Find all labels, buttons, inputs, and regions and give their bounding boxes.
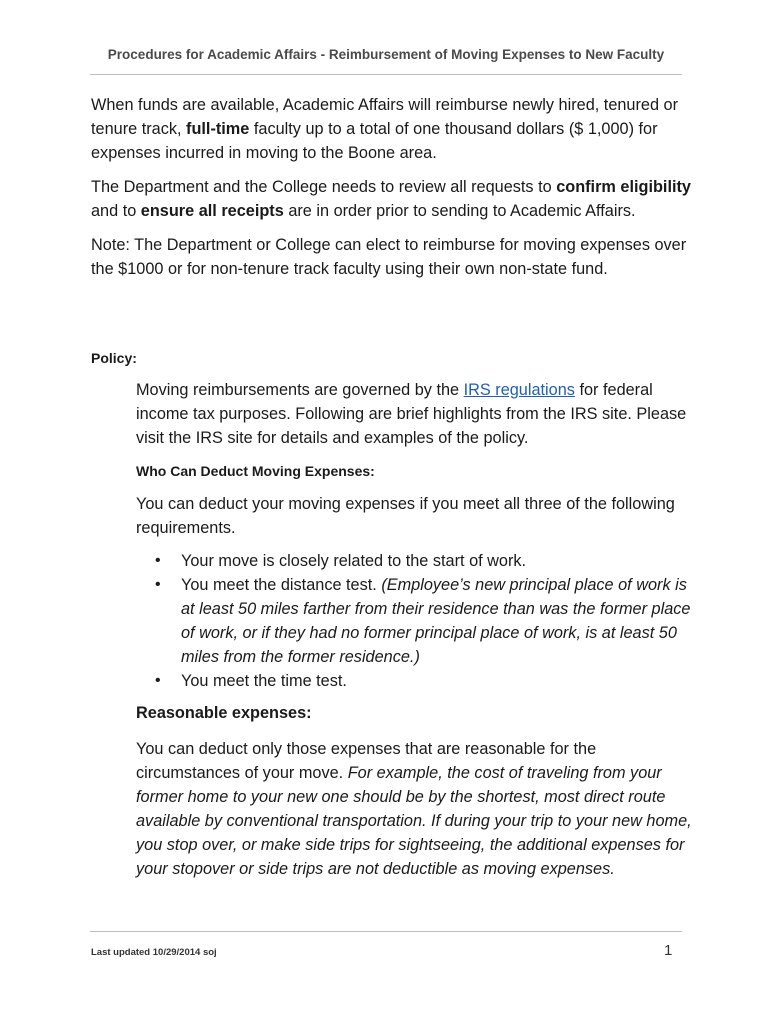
distance-test-detail: (Employee’s new principal place of work is at least 50 miles farther from their residence than was the former place of work, or if they had no former principal place of work, is at least 50 miles from the former residence.) bbox=[181, 576, 691, 666]
intro-p1-text-b: faculty up to a total of one thousand dollars ($ 1,000) for expenses incurred in moving to the Boone area. bbox=[91, 120, 658, 162]
intro-paragraph-review bbox=[91, 175, 691, 223]
intro-section bbox=[91, 93, 691, 291]
requirements-list bbox=[136, 549, 696, 693]
last-updated-note: Last updated 10/29/2014 soj bbox=[91, 947, 217, 958]
reasonable-expenses-text bbox=[136, 737, 696, 881]
who-can-deduct-text: You can deduct your moving expenses if you meet all three of the following requirements. bbox=[136, 495, 675, 537]
irs-regulations-link[interactable]: IRS regulations bbox=[463, 381, 575, 399]
confirm-eligibility-emphasis: confirm eligibility bbox=[556, 178, 691, 196]
intro-p1-text-a: When funds are available, Academic Affairs will reimburse newly hired, tenured or tenure track, bbox=[91, 96, 679, 138]
ensure-receipts-emphasis: ensure all receipts bbox=[140, 202, 284, 220]
page-header-title: Procedures for Academic Affairs - Reimbursement of Moving Expenses to New Faculty bbox=[107, 47, 665, 62]
list-item bbox=[181, 573, 696, 669]
policy-p1-text-a: Moving reimbursements are governed by the bbox=[136, 381, 464, 399]
intro-paragraph-funds bbox=[91, 93, 691, 165]
reasonable-example: For example, the cost of traveling from your former home to your new one should be by the shortest, most direct route available by conventional transportation. If during your trip to your new home, you stop over, or make side trips for sightseeing, the additional expenses for your stopover or side trips are not deductible as moving expenses. bbox=[136, 764, 692, 878]
policy-section bbox=[136, 378, 696, 890]
list-item: • You meet the time test. bbox=[181, 669, 696, 693]
list-item: • Your move is closely related to the start of work. bbox=[181, 549, 696, 573]
distance-test-label: You meet the distance test. bbox=[181, 576, 382, 594]
who-can-deduct-heading: Who Can Deduct Moving Expenses: bbox=[136, 463, 375, 479]
policy-p1-text-b: for federal income tax purposes. Following are brief highlights from the IRS site. Please visit the IRS site for details and examples of the policy. bbox=[136, 381, 687, 447]
footer-divider bbox=[90, 931, 682, 932]
page-number: 1 bbox=[664, 942, 673, 959]
reasonable-text-a: You can deduct only those expenses that are reasonable for the circumstances of your move. bbox=[136, 740, 597, 782]
intro-paragraph-note: Note: The Department or College can elect to reimburse for moving expenses over the $1000 or for non-tenure track faculty using their own non-state fund. bbox=[91, 236, 687, 278]
intro-p2-text-c: are in order prior to sending to Academic Affairs. bbox=[283, 202, 636, 220]
intro-p2-text-b: and to bbox=[91, 202, 141, 220]
policy-heading: Policy: bbox=[91, 350, 137, 366]
full-time-emphasis: full-time bbox=[186, 120, 250, 138]
intro-p2-text-a: The Department and the College needs to review all requests to bbox=[91, 178, 557, 196]
header-divider bbox=[90, 74, 682, 75]
policy-paragraph-irs bbox=[136, 378, 696, 450]
reasonable-expenses-heading: Reasonable expenses: bbox=[136, 704, 312, 722]
